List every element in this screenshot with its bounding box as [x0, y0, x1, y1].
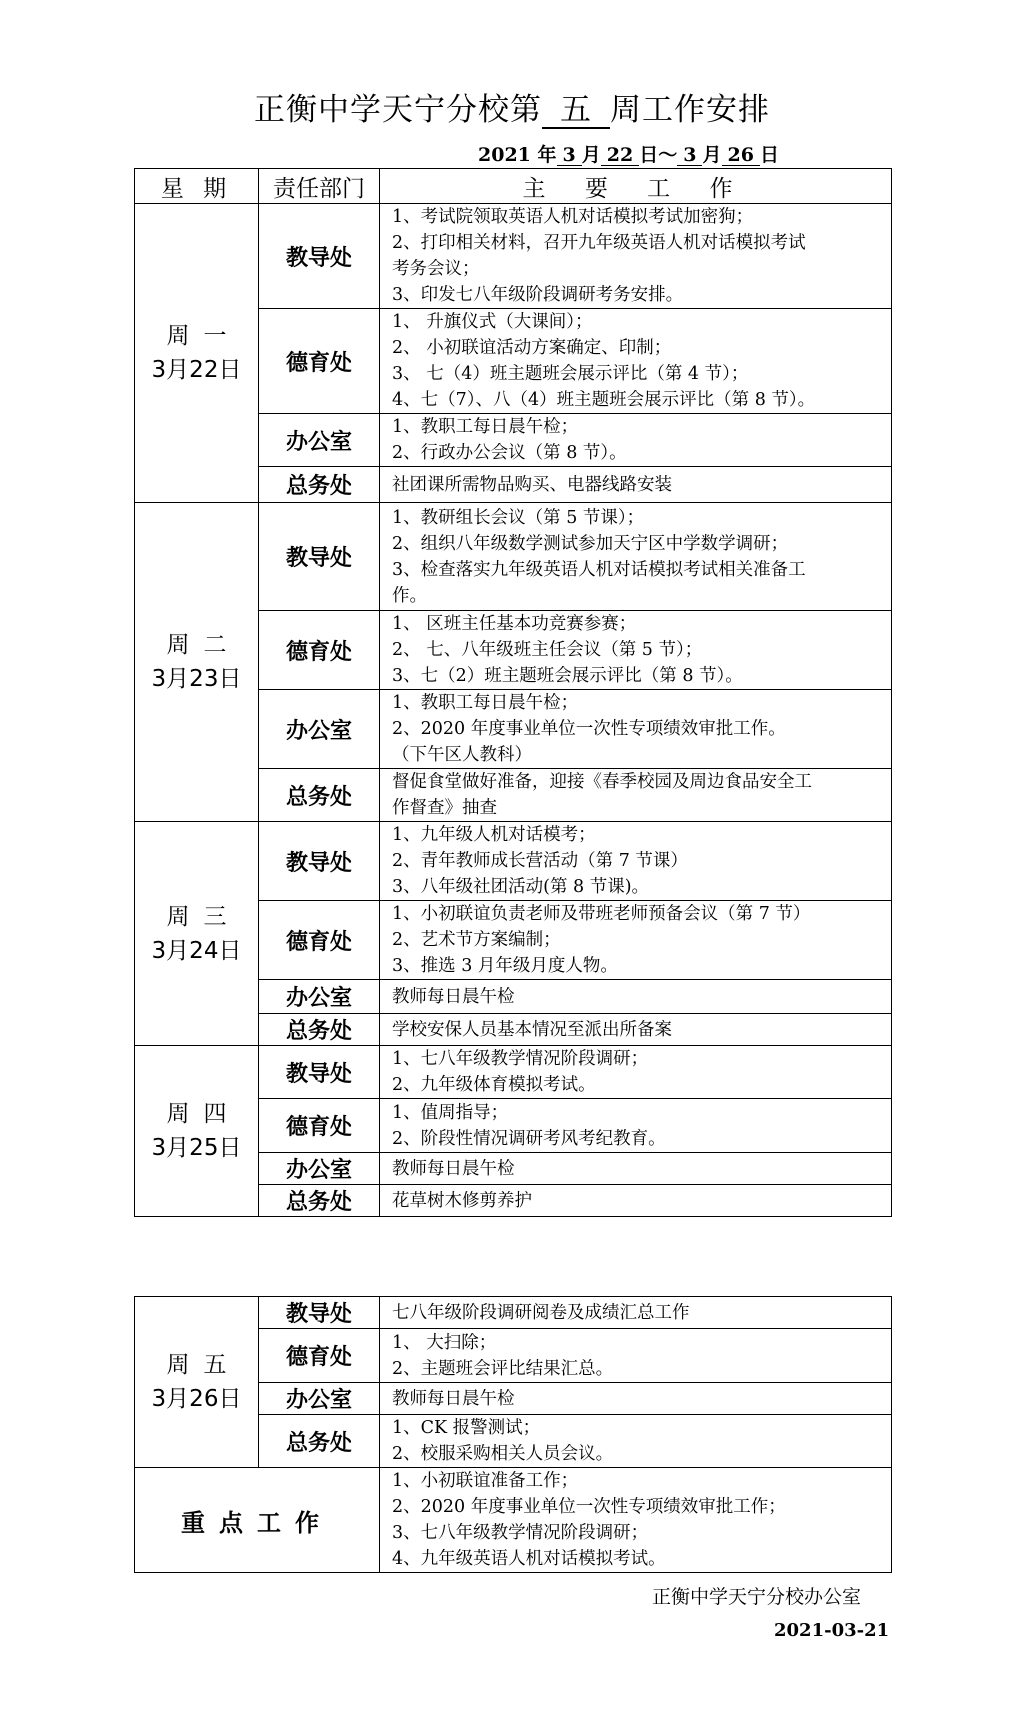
work-cell	[380, 1046, 892, 1099]
dept-cell: 教导处	[259, 503, 380, 611]
work-line: 3、 七（4）班主题班会展示评比（第 4 节）；	[392, 364, 749, 384]
dept-cell: 办公室	[259, 414, 380, 467]
key-work-line: 4、九年级英语人机对话模拟考试。	[392, 1549, 666, 1569]
signature-office: 正衡中学天宁分校办公室	[652, 1586, 862, 1608]
title-prefix: 正衡中学天宁分校第	[254, 92, 542, 128]
work-cell	[380, 901, 892, 980]
work-line: 2、2020 年度事业单位一次性专项绩效审批工作。	[392, 719, 786, 739]
work-line: 1、值周指导；	[392, 1102, 509, 1123]
work-line: 2、组织八年级数学测试参加天宁区中学数学调研；	[392, 533, 789, 554]
start-month: 3	[557, 145, 582, 166]
col-header-work: 主 要 工 作	[380, 169, 892, 204]
year: 2021	[478, 144, 531, 166]
day-date: 3月22日	[151, 357, 242, 383]
work-cell	[380, 467, 892, 503]
key-work-cell	[380, 1468, 892, 1573]
day-char-2: 日	[759, 144, 779, 166]
dept-cell: 办公室	[259, 980, 380, 1014]
dept-cell: 教导处	[259, 822, 380, 901]
day-cell	[135, 503, 259, 822]
day-date: 3月26日	[151, 1386, 242, 1412]
month-char-1: 月	[581, 144, 601, 166]
date-range	[478, 140, 779, 167]
title-suffix: 周工作安排	[610, 92, 770, 128]
work-line: 教师每日晨午检	[392, 1388, 515, 1409]
work-line: 作督查》抽查	[392, 798, 497, 818]
work-cell	[380, 503, 892, 611]
col-header-day: 星 期	[135, 169, 259, 204]
work-line: 学校安保人员基本情况至派出所备案	[392, 1019, 672, 1040]
schedule-row	[135, 822, 892, 901]
key-work-title: 重点工作	[135, 1468, 380, 1573]
work-line: 督促食堂做好准备，迎接《春季校园及周边食品安全工	[392, 772, 812, 792]
work-line: 3、八年级社团活动(第 8 节课)。	[392, 877, 650, 897]
col-header-dept: 责任部门	[259, 169, 380, 204]
day-name: 周五	[166, 1352, 241, 1378]
work-line: （下午区人教科）	[392, 745, 532, 765]
key-work-line: 3、七八年级教学情况阶段调研；	[392, 1523, 649, 1543]
work-line: 1、九年级人机对话模考；	[392, 825, 596, 845]
day-cell	[135, 1046, 259, 1217]
day-date: 3月24日	[151, 937, 242, 964]
dept-cell: 德育处	[259, 611, 380, 690]
work-cell	[380, 1415, 892, 1468]
work-line: 2、主题班会评比结果汇总。	[392, 1358, 614, 1379]
work-cell	[380, 414, 892, 467]
work-cell	[380, 309, 892, 414]
work-line: 2、行政办公会议（第 8 节）。	[392, 443, 627, 463]
work-cell	[380, 1014, 892, 1046]
day-cell	[135, 204, 259, 503]
work-line: 作。	[392, 585, 427, 606]
week-number: 五	[542, 93, 610, 129]
schedule-row	[135, 204, 892, 309]
day-name: 周二	[166, 632, 241, 658]
work-line: 4、七（7）、八（4）班主题班会展示评比（第 8 节）。	[392, 390, 816, 410]
work-line: 1、教职工每日晨午检；	[392, 417, 579, 437]
work-line: 2、阶段性情况调研考风考纪教育。	[392, 1128, 666, 1149]
dept-cell: 总务处	[259, 1415, 380, 1468]
day-char-1: 日～	[639, 144, 678, 166]
work-line: 2、打印相关材料，召开九年级英语人机对话模拟考试	[392, 233, 806, 253]
day-cell	[135, 822, 259, 1046]
work-cell	[380, 1297, 892, 1329]
work-cell	[380, 980, 892, 1014]
dept-cell: 德育处	[259, 901, 380, 980]
work-line: 2、 七、八年级班主任会议（第 5 节）；	[392, 640, 703, 660]
work-cell	[380, 1383, 892, 1415]
dept-cell: 总务处	[259, 467, 380, 503]
schedule-row	[135, 1297, 892, 1329]
work-line: 社团课所需物品购买、电器线路安装	[392, 474, 672, 495]
work-line: 2、艺术节方案编制；	[392, 930, 561, 950]
work-cell	[380, 204, 892, 309]
work-line: 1、小初联谊负责老师及带班老师预备会议（第 7 节）	[392, 904, 811, 924]
schedule-table-continued	[134, 1296, 892, 1573]
work-cell	[380, 1329, 892, 1383]
day-name: 周三	[166, 903, 241, 930]
work-line: 3、推选 3 月年级月度人物。	[392, 956, 618, 976]
year-char: 年	[537, 144, 557, 166]
dept-cell: 教导处	[259, 1297, 380, 1329]
work-line: 教师每日晨午检	[392, 1158, 515, 1179]
header-row	[135, 169, 892, 204]
day-name: 周四	[166, 1101, 241, 1127]
dept-cell: 办公室	[259, 690, 380, 769]
dept-cell: 教导处	[259, 204, 380, 309]
work-cell	[380, 822, 892, 901]
work-line: 1、 大扫除；	[392, 1332, 497, 1353]
key-work-row	[135, 1468, 892, 1573]
work-cell	[380, 769, 892, 822]
end-day: 26	[722, 145, 760, 166]
schedule-table	[134, 168, 892, 1217]
dept-cell: 德育处	[259, 309, 380, 414]
key-work-line: 1、小初联谊准备工作；	[392, 1471, 579, 1491]
dept-cell: 办公室	[259, 1383, 380, 1415]
dept-cell: 德育处	[259, 1329, 380, 1383]
work-line: 1、七八年级教学情况阶段调研；	[392, 1049, 649, 1069]
work-cell	[380, 1153, 892, 1185]
work-line: 1、 区班主任基本功竞赛参赛；	[392, 614, 637, 634]
dept-cell: 办公室	[259, 1153, 380, 1185]
work-line: 1、教研组长会议（第 5 节课）；	[392, 507, 645, 528]
start-day: 22	[601, 145, 639, 166]
day-date: 3月23日	[151, 666, 242, 692]
schedule-row	[135, 503, 892, 611]
work-line: 2、 小初联谊活动方案确定、印制；	[392, 338, 672, 358]
dept-cell: 总务处	[259, 1185, 380, 1217]
work-line: 3、印发七八年级阶段调研考务安排。	[392, 285, 684, 305]
work-line: 花草树木修剪养护	[392, 1190, 532, 1211]
day-cell	[135, 1297, 259, 1468]
end-month: 3	[677, 145, 702, 166]
signature-date: 2021-03-21	[774, 1620, 890, 1641]
work-line: 1、 升旗仪式（大课间）；	[392, 312, 593, 332]
work-line: 考务会议；	[392, 259, 480, 279]
work-line: 3、七（2）班主题班会展示评比（第 8 节）。	[392, 666, 743, 686]
day-name: 周一	[166, 323, 241, 349]
work-cell	[380, 1185, 892, 1217]
month-char-2: 月	[702, 144, 722, 166]
work-line: 3、检查落实九年级英语人机对话模拟考试相关准备工	[392, 559, 806, 580]
work-line: 七八年级阶段调研阅卷及成绩汇总工作	[392, 1302, 690, 1323]
dept-cell: 德育处	[259, 1099, 380, 1153]
work-line: 1、考试院领取英语人机对话模拟考试加密狗；	[392, 207, 754, 227]
work-line: 教师每日晨午检	[392, 986, 515, 1007]
page-title	[0, 84, 1024, 129]
day-date: 3月25日	[151, 1135, 242, 1161]
dept-cell: 总务处	[259, 1014, 380, 1046]
work-cell	[380, 1099, 892, 1153]
work-line: 2、青年教师成长营活动（第 7 节课）	[392, 851, 688, 871]
work-cell	[380, 611, 892, 690]
dept-cell: 教导处	[259, 1046, 380, 1099]
work-line: 1、CK 报警测试；	[392, 1418, 541, 1438]
schedule-row	[135, 1046, 892, 1099]
dept-cell: 总务处	[259, 769, 380, 822]
key-work-line: 2、2020 年度事业单位一次性专项绩效审批工作；	[392, 1497, 786, 1517]
work-line: 2、校服采购相关人员会议。	[392, 1444, 614, 1464]
work-line: 2、九年级体育模拟考试。	[392, 1075, 596, 1095]
work-cell	[380, 690, 892, 769]
work-line: 1、教职工每日晨午检；	[392, 693, 579, 713]
